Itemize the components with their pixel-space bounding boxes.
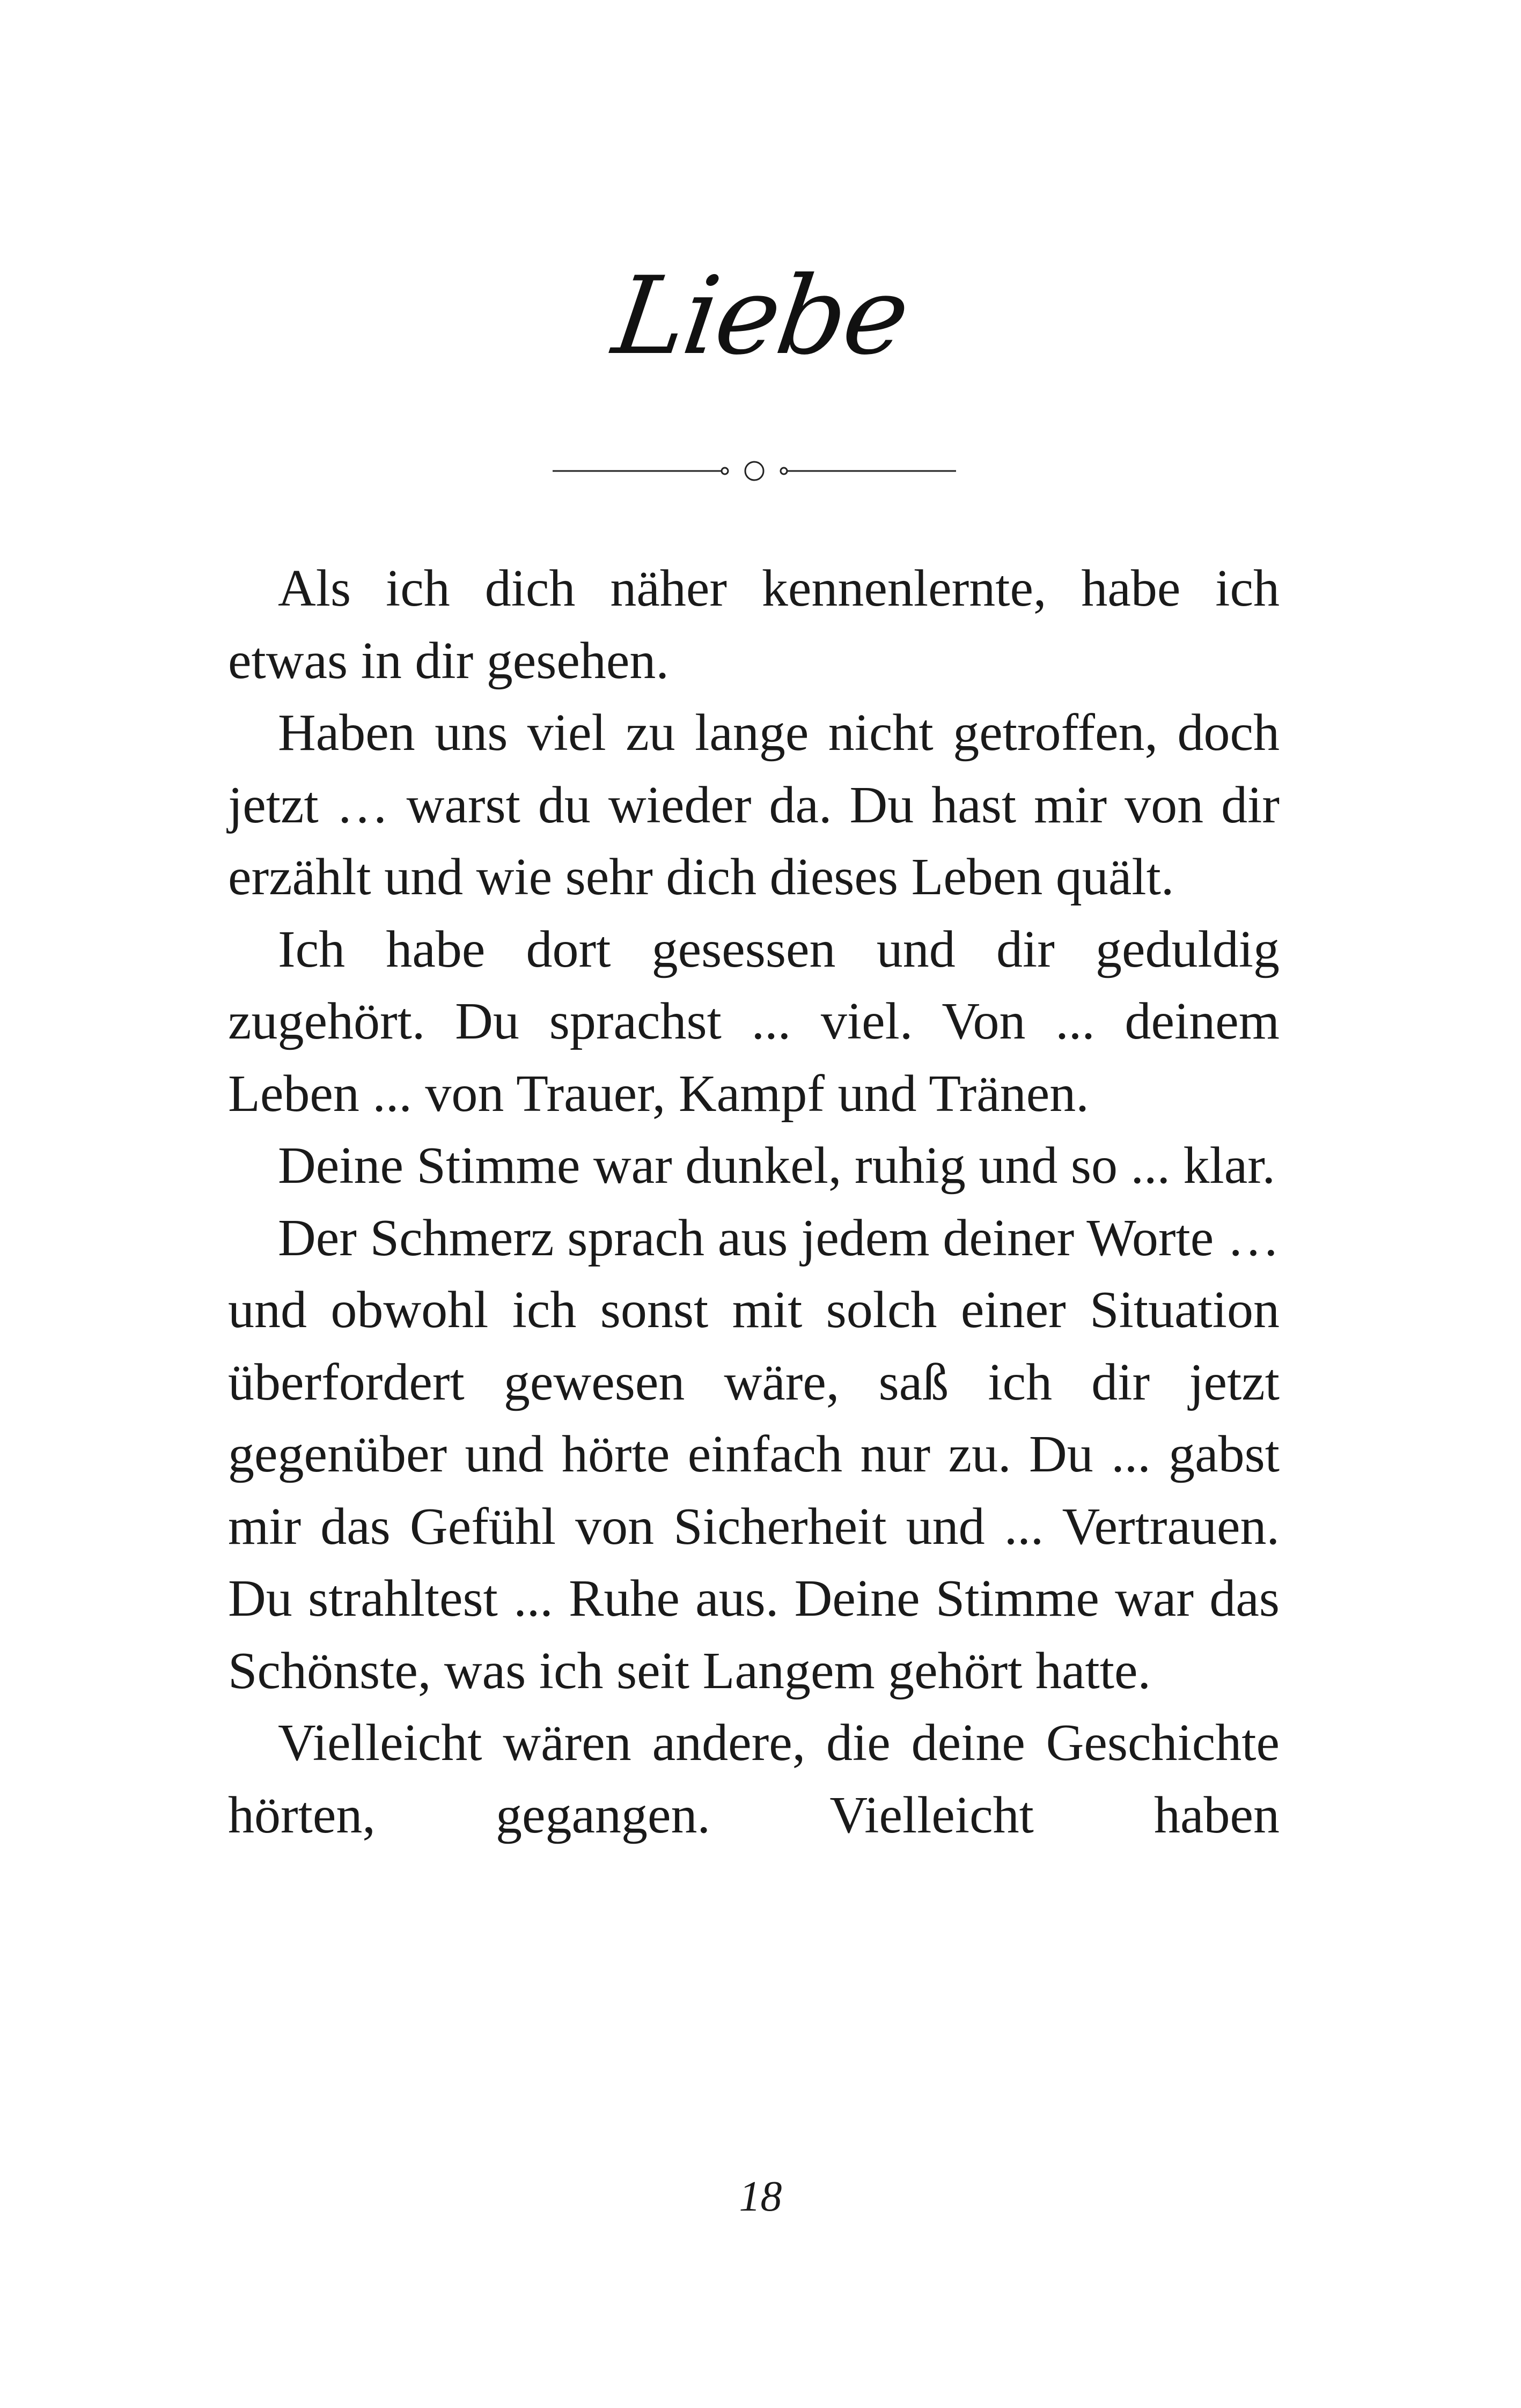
body-text <box>228 553 1280 1851</box>
paragraph: Der Schmerz sprach aus jedem deiner Worte … und obwohl ich sonst mit solch einer Situation überfordert gewesen wäre, saß ich dir jetzt gegenüber und hörte einfach nur zu. Du ... gabst mir das Gefühl von Sicherheit und ... Vertrauen. Du strahltest ... Ruhe aus. Deine Stimme war das Schönste, was ich seit Langem gehört hatte. <box>228 1209 1280 1700</box>
page-number: 18 <box>739 2173 782 2220</box>
paragraph: Als ich dich näher kennenlernte, habe ich etwas in dir gesehen. <box>228 559 1280 690</box>
paragraph: Vielleicht wären andere, die deine Geschichte hörten, gegangen. Vielleicht haben <box>228 1714 1280 1844</box>
paragraph: Ich habe dort gesessen und dir geduldig zugehört. Du sprachst ... viel. Von ... deinem Leben ... von Trauer, Kampf und Tränen. <box>228 920 1280 1123</box>
ornament-divider <box>553 460 956 482</box>
chapter-title: Liebe <box>606 254 915 379</box>
paragraph: Deine Stimme war dunkel, ruhig und so ... klar. <box>278 1137 1275 1195</box>
paragraph: Haben uns viel zu lange nicht getroffen, doch jetzt … warst du wieder da. Du hast mir von dir erzählt und wie sehr dich dieses Leben quält. <box>228 704 1280 906</box>
